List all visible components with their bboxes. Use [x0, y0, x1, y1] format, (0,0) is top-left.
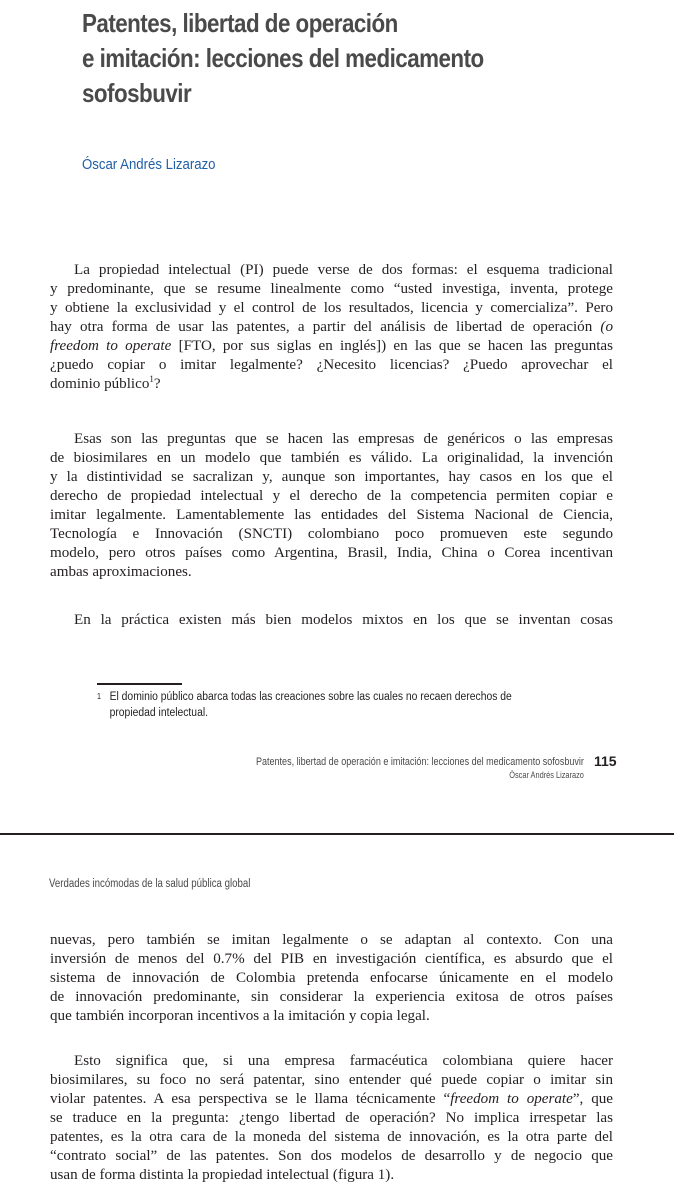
text-line: hay otra forma de usar las patentes, a partir del análisis de libertad de operación (o	[50, 319, 613, 335]
text-line: freedom to operate [FTO, por sus siglas en inglés]) en las que se hacen las preguntas	[50, 338, 614, 354]
chapter-author: Óscar Andrés Lizarazo	[82, 156, 216, 173]
text-line: se traduce en la pregunta: ¿tengo libertad de operación? No implica irrespetar las	[50, 1110, 613, 1126]
text-line: Esas son las preguntas que se hacen las empresas de genéricos o las empresas	[74, 431, 613, 447]
footnote-number: 1	[97, 692, 102, 701]
text-line: ¿puedo copiar o imitar legalmente? ¿Necesito licencias? ¿Puedo aprovechar el	[50, 357, 613, 373]
chapter-title	[82, 6, 581, 111]
text-line: dominio público$^1$?	[50, 373, 161, 392]
text-line: y predominante, que se resume linealmente como “usted investiga, inventa, protege	[50, 281, 613, 297]
text-line: nuevas, pero también se imitan legalmente o se adaptan al contexto. Con una	[50, 932, 613, 948]
text-line: biosimilares, su foco no será patentar, sino entender qué puede copiar o imitar sin	[50, 1072, 613, 1088]
footnote-marker: 1	[149, 373, 154, 384]
text-line: usan de forma distinta la propiedad intelectual (figura 1).	[50, 1167, 395, 1183]
text-line: de innovación predominante, sin considerar la experiencia exitosa de otros países	[50, 989, 613, 1005]
text-line: sistema de innovación de Colombia pretenda enfocarse únicamente en el modelo	[50, 970, 613, 986]
paragraph	[50, 261, 613, 394]
paragraph	[50, 931, 613, 1026]
text-line: modelo, pero otros países como Argentina, Brasil, India, China o Corea incentivan	[50, 545, 613, 561]
text-line: La propiedad intelectual (PI) puede verse de dos formas: el esquema tradicional	[74, 262, 613, 278]
text-line: “contrato social” de las patentes. Son dos modelos de desarrollo y de negocio que	[50, 1148, 613, 1164]
text-line: y obtiene la exclusividad y el control de los resultados, licencia y comercializa”. Pero	[50, 300, 613, 316]
text-line: inversión de menos del 0.7% del PIB en investigación científica, es absurdo que el	[50, 951, 613, 967]
running-header: Verdades incómodas de la salud pública global	[49, 878, 251, 890]
page-number: 115	[594, 753, 617, 769]
text-line: de biosimilares en un modelo que también es válido. La originalidad, la invención	[50, 450, 613, 466]
running-footer-author: Óscar Andrés Lizarazo	[509, 770, 584, 780]
footnote-line: propiedad intelectual.	[109, 707, 209, 719]
chapter-title-line: Patentes, libertad de operación	[82, 8, 398, 38]
text-line: patentes, es la otra cara de la moneda del sistema de innovación, es la otra parte del	[50, 1129, 613, 1145]
paragraph	[50, 1052, 613, 1185]
paragraph	[50, 430, 613, 582]
text-line: derecho de propiedad intelectual y el derecho de la competencia permiten copiar e	[50, 488, 613, 504]
text-line: imitar legalmente. Lamentablemente las entidades del Sistema Nacional de Ciencia,	[50, 507, 613, 523]
text-line: violar patentes. A esa perspectiva se le llama técnicamente “freedom to operate”, que	[50, 1091, 613, 1107]
text-line: Tecnología e Innovación (SNCTI) colombiano poco promueven este segundo	[50, 526, 613, 542]
paragraph	[50, 611, 613, 630]
footnote-line: 1 El dominio público abarca todas las creaciones sobre las cuales no recaen derechos de	[97, 691, 512, 703]
text-line: y la distintividad se sacralizan y, aunque son importantes, hay casos en los que el	[50, 469, 613, 485]
chapter-title-line: e imitación: lecciones del medicamento	[82, 43, 484, 73]
chapter-title-line: sofosbuvir	[82, 78, 192, 108]
page-divider	[0, 833, 674, 835]
text-line: ambas aproximaciones.	[50, 564, 192, 580]
footnote	[97, 689, 577, 721]
text-line: En la práctica existen más bien modelos mixtos en los que se inventan cosas	[74, 612, 613, 628]
footnote-divider	[97, 683, 182, 685]
text-line: que también incorporan incentivos a la imitación y copia legal.	[50, 1008, 430, 1024]
text-line: Esto significa que, si una empresa farmacéutica colombiana quiere hacer	[74, 1053, 613, 1069]
running-footer	[184, 756, 584, 782]
running-footer-title: Patentes, libertad de operación e imitación: lecciones del medicamento sofosbuvir	[256, 756, 584, 768]
